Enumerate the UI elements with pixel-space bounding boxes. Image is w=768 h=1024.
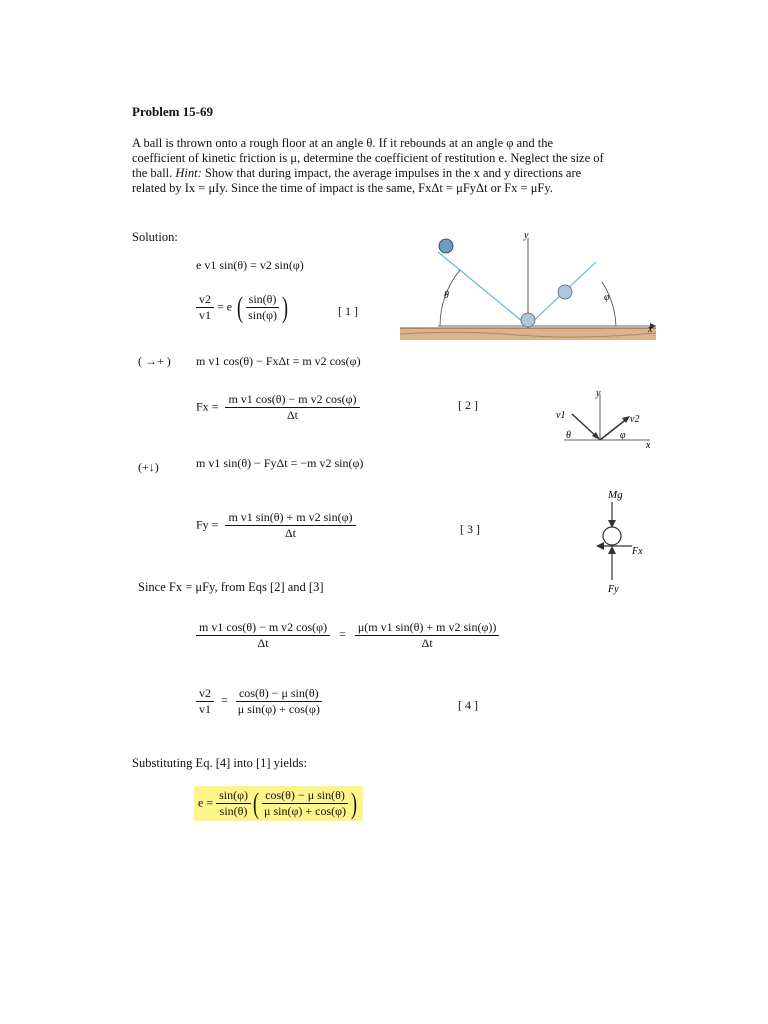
eq1-equals: = e (217, 299, 233, 314)
eq1-tag: [ 1 ] (338, 304, 358, 318)
fig3-mg-label: Mg (608, 489, 623, 501)
fig3-fx-label: Fx (632, 546, 643, 557)
fig1-y-label: y (524, 230, 529, 241)
final-fraction-2 (261, 788, 349, 819)
final-answer: e = $\frac{\sin(\varphi)}{\sin(\theta)}$ ( $\frac{\text{cos(θ) − μ sin(θ)}}{\text{μ sin(φ) + cos(φ)}}$ ) (194, 786, 363, 821)
equation-3 (196, 510, 356, 541)
substitution-statement: Substituting Eq. [4] into [1] yields: (132, 756, 307, 770)
eq2-den: Δt (286, 408, 299, 422)
eq4-lhs-num: v2 (196, 686, 214, 702)
combined-lhs-num: m v1 cos(θ) − m v2 cos(φ) (196, 620, 330, 636)
combined-rhs-den: Δt (421, 636, 433, 650)
eq1-lhs-fraction (196, 292, 214, 323)
combined-rhs-fraction (355, 620, 500, 651)
rebound-ball (558, 285, 572, 299)
eq2-num: m v1 cos(θ) − m v2 cos(φ) (225, 392, 359, 408)
fig2-y-label: y (596, 388, 601, 399)
combined-lhs-fraction (196, 620, 330, 651)
fig1-theta-label: θ (444, 290, 449, 301)
equation-impulse-x: m v1 cos(θ) − FxΔt = m v2 cos(φ) (196, 354, 361, 368)
eq4-lhs-den: v1 (199, 702, 211, 716)
final-f2-den: μ sin(φ) + cos(φ) (264, 804, 347, 818)
fig1-phi-label: φ (604, 292, 610, 303)
equation-restitution: e v1 sin(θ) = v2 sin(φ) (196, 258, 304, 272)
equation-impulse-y: m v1 sin(θ) − FyΔt = −m v2 sin(φ) (196, 456, 364, 470)
incoming-ball (439, 239, 453, 253)
floor (400, 328, 656, 340)
equation-4 (196, 686, 323, 717)
problem-line-3 (132, 166, 652, 181)
theta-arc (440, 270, 460, 326)
eq4-rhs-fraction (235, 686, 323, 717)
eq3-fraction (225, 510, 355, 541)
eq3-den: Δt (284, 526, 297, 540)
eq1-rhs-den: sin(φ) (248, 308, 278, 322)
fig2-theta-label: θ (566, 430, 571, 441)
eq2-fraction (225, 392, 359, 423)
equation-1: $\frac{v2}{v1}$ = e ( $\frac{\sin(\theta)}{\sin(\varphi)}$ ) (196, 292, 290, 323)
fig2-v2-label: v2 (630, 414, 640, 425)
problem-line-3b: Show that during impact, the average impulses in the x and y directions are (201, 166, 582, 180)
final-f1-num: sin(φ) (216, 788, 251, 804)
free-body-diagram (588, 484, 650, 596)
final-lhs: e = (198, 795, 214, 810)
fig3-fy-label: Fy (608, 584, 619, 595)
problem-line-1: A ball is thrown onto a rough floor at an angle θ. If it rebounds at an angle φ and the (132, 136, 554, 150)
eq1-rhs-fraction (245, 292, 280, 323)
bounce-figure (398, 224, 660, 350)
equation-combined (196, 620, 499, 651)
problem-title: Problem 15-69 (132, 104, 213, 119)
eq4-den: μ sin(φ) + cos(φ) (237, 702, 320, 716)
eq4-num: cos(θ) − μ sin(θ) (236, 686, 322, 702)
eq1-rhs-num: sin(θ) (246, 292, 280, 308)
incoming-ray (438, 252, 528, 326)
eq4-tag: [ 4 ] (458, 698, 478, 712)
combined-lhs-den: Δt (257, 636, 269, 650)
solution-label: Solution: (132, 230, 178, 244)
combined-rhs-num: μ(m v1 sin(θ) + m v2 sin(φ)) (355, 620, 500, 636)
final-f2-num: cos(θ) − μ sin(θ) (262, 788, 348, 804)
combined-equals: = (339, 627, 346, 642)
problem-line-4: related by Ix = μIy. Since the time of impact is the same, FxΔt = μFyΔt or Fx = μFy. (132, 181, 553, 195)
direction-y: (+↓) (138, 460, 159, 474)
impact-ball (521, 313, 535, 327)
problem-statement (132, 136, 652, 196)
eq3-tag: [ 3 ] (460, 522, 480, 536)
eq2-lhs: Fx = (196, 399, 219, 414)
eq1-lhs-num: v2 (196, 292, 214, 308)
eq3-num: m v1 sin(θ) + m v2 sin(φ) (225, 510, 355, 526)
final-fraction-1 (216, 788, 251, 819)
ball-body (603, 527, 621, 545)
phi-arc (602, 282, 616, 326)
eq4-lhs-fraction (196, 686, 214, 717)
problem-line-2: coefficient of kinetic friction is μ, determine the coefficient of restitution e. Neglect the size of (132, 151, 604, 165)
eq2-tag: [ 2 ] (458, 398, 478, 412)
final-f1-den: sin(θ) (219, 804, 248, 818)
eq4-equals: = (221, 693, 228, 708)
fig2-phi-label: φ (620, 430, 626, 441)
eq3-lhs: Fy = (196, 517, 219, 532)
velocity-figure (554, 388, 658, 450)
direction-x: ( →+ ) (138, 354, 171, 368)
eq1-lhs-den: v1 (199, 308, 211, 322)
problem-line-3a: the ball. (132, 166, 176, 180)
equation-2 (196, 392, 360, 423)
since-statement: Since Fx = μFy, from Eqs [2] and [3] (138, 580, 324, 594)
fig2-x-label: x (646, 440, 651, 450)
fig1-x-label: x (648, 324, 653, 335)
hint-label: Hint: (175, 166, 202, 180)
fig2-v1-label: v1 (556, 410, 566, 421)
